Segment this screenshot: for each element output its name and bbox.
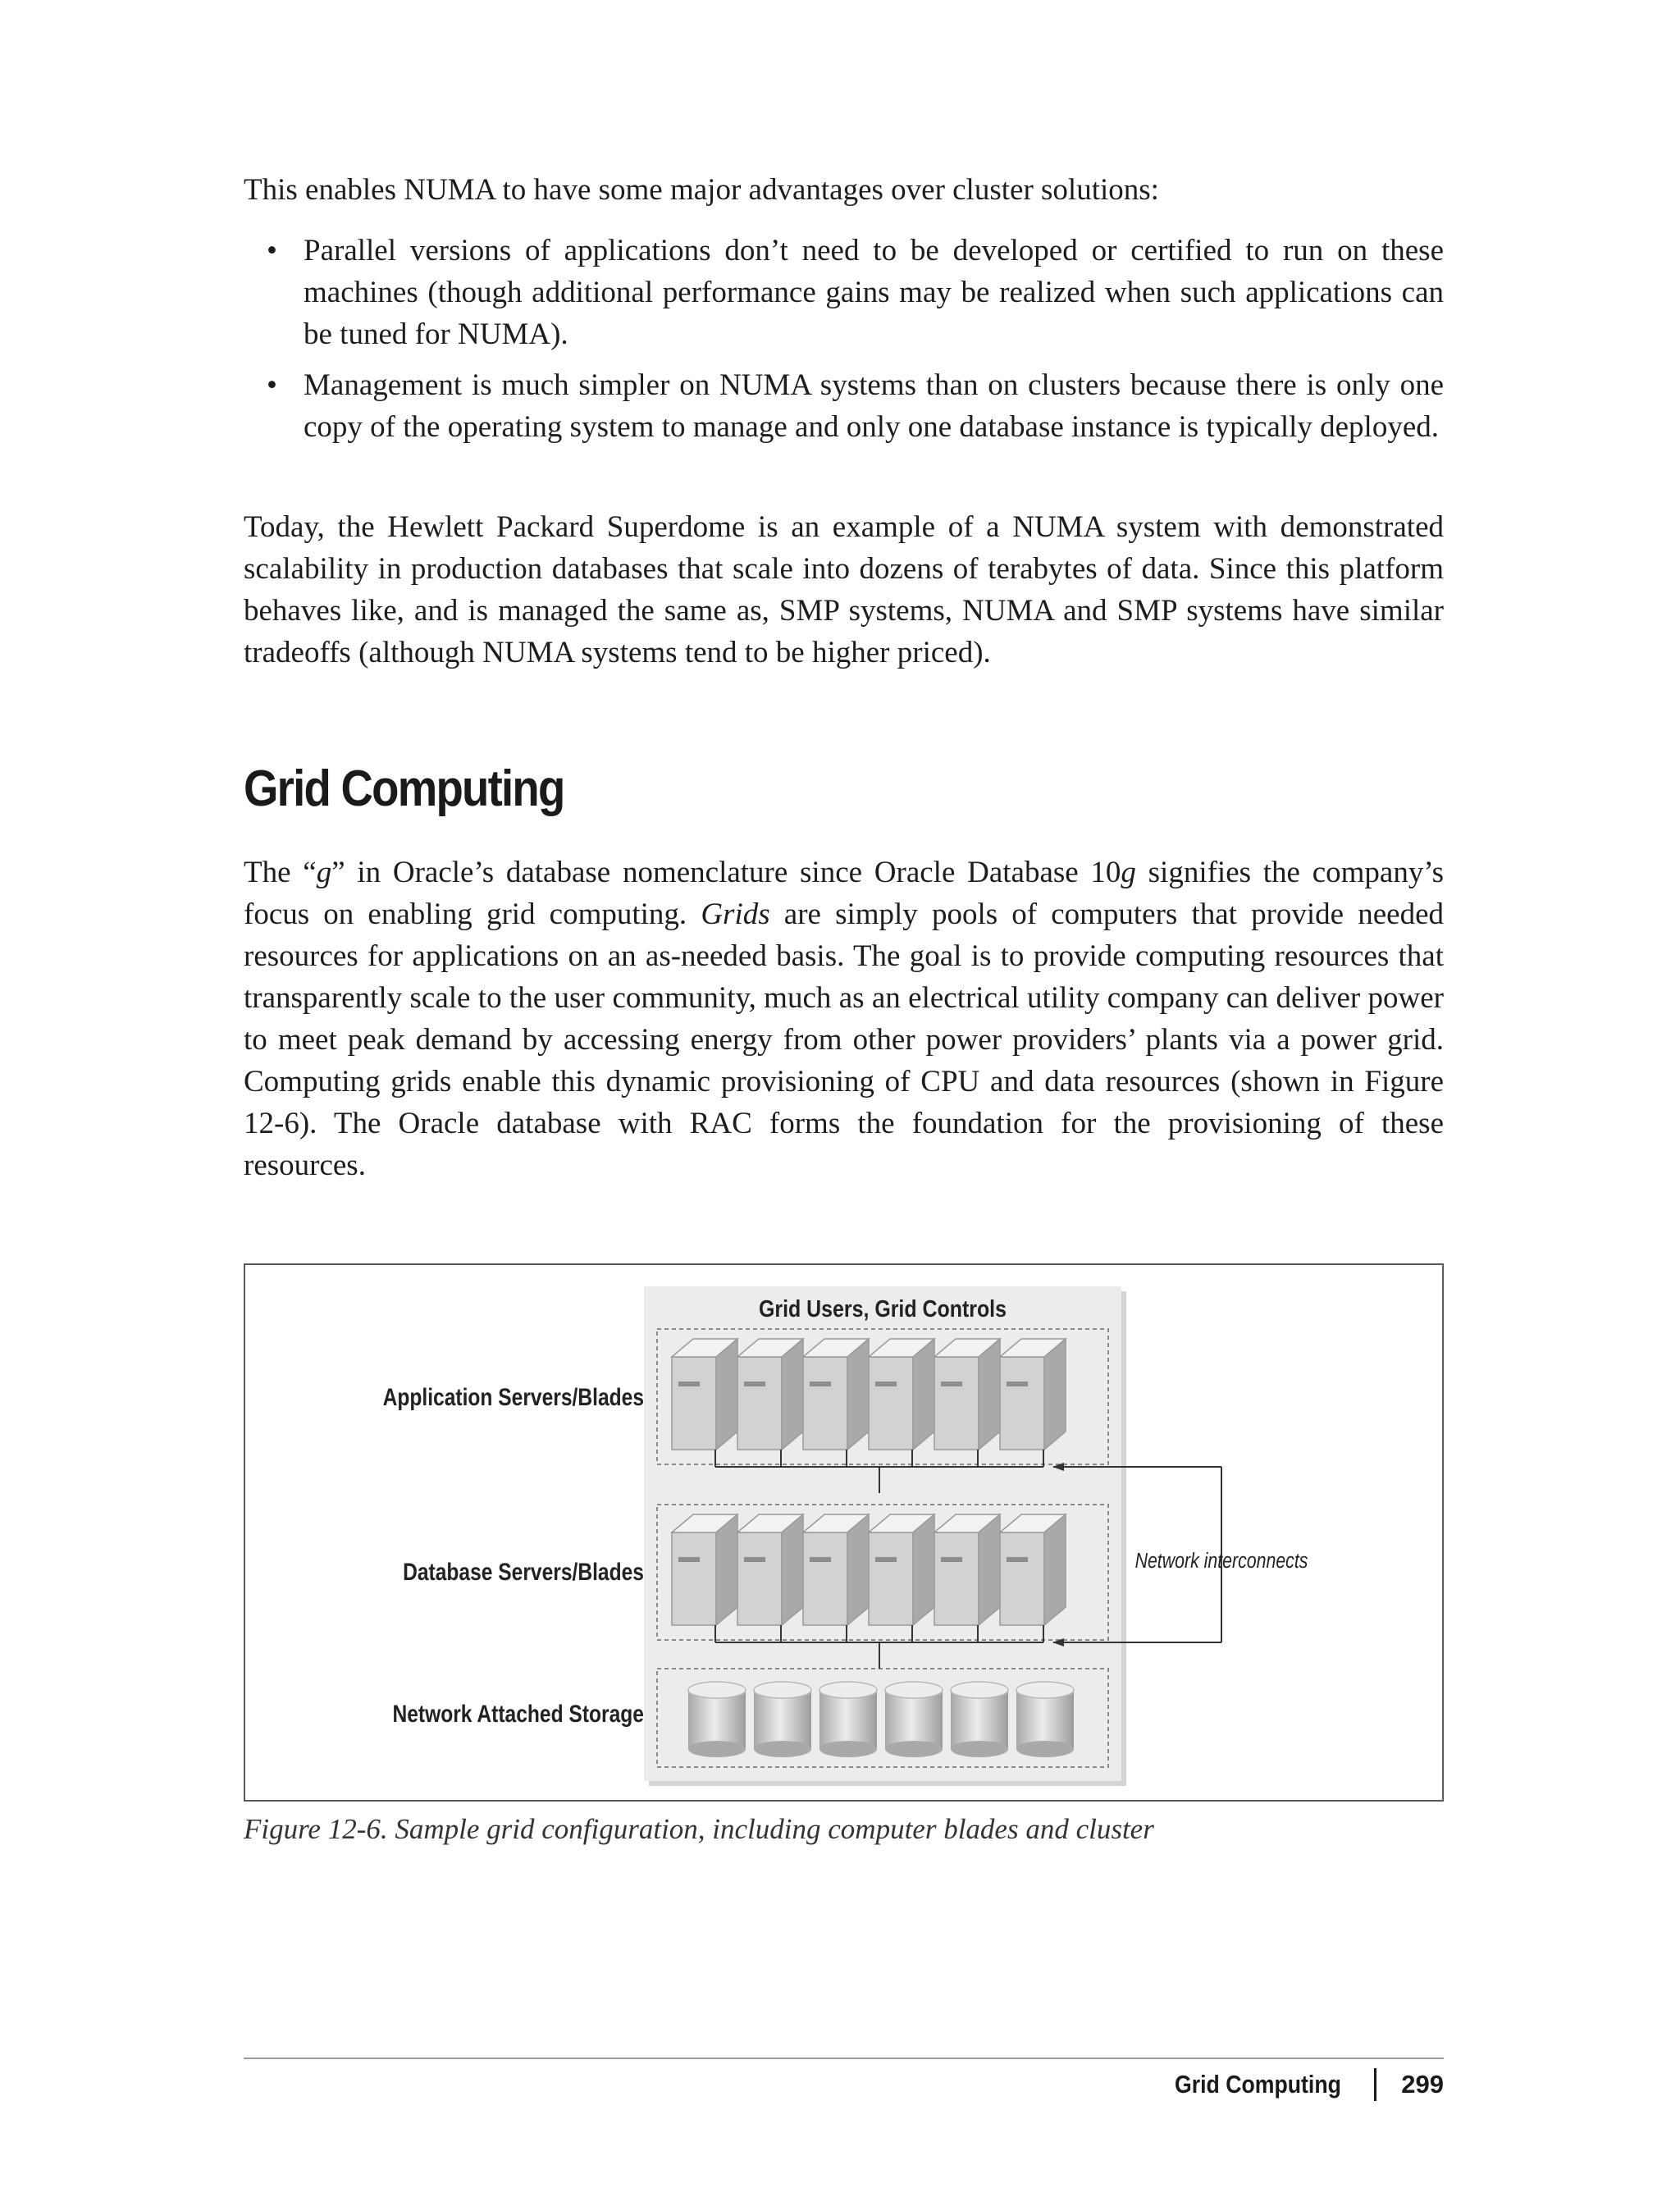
figure-12-6 [244, 1263, 1444, 1802]
db-server-icon [672, 1514, 737, 1625]
footer-separator [1374, 2068, 1376, 2101]
advantages-list [244, 230, 1444, 448]
disk-icon [951, 1682, 1008, 1757]
app-server-icon [803, 1339, 869, 1450]
list-item [244, 364, 1444, 448]
db-server-icon [1000, 1514, 1066, 1625]
db-server-icon [803, 1514, 869, 1625]
bullet-text: Management is much simpler on NUMA systems than on clusters because there is only one copy of the operating system to manage and only one database instance is typically deployed. [304, 368, 1444, 444]
page-number: 299 [1401, 2070, 1444, 2099]
list-item [244, 230, 1444, 355]
footer-section: Grid Computing [1175, 2070, 1342, 2099]
grid-diagram [245, 1265, 1442, 1800]
figure-caption: Figure 12-6. Sample grid configuration, including computer blades and cluster [244, 1813, 1154, 1845]
app-server-icon [934, 1339, 1000, 1450]
bullet-icon: • [267, 234, 277, 267]
app-server-icon [672, 1339, 737, 1450]
grids-term: Grids [701, 897, 770, 931]
app-servers [672, 1339, 1066, 1450]
disk-icon [754, 1682, 811, 1757]
disk-icon [1016, 1682, 1074, 1757]
disk-icon [819, 1682, 877, 1757]
numa-paragraph: Today, the Hewlett Packard Superdome is an example of a NUMA system with demonstrated scalability in production databases that scale into dozens of terabytes of data. Since this platform behaves like, and is managed the same as, SMP systems, NUMA and SMP systems have similar tradeoffs (although NUMA systems tend to be higher priced). [244, 510, 1444, 669]
app-server-icon [1000, 1339, 1066, 1450]
book-page [244, 0, 1444, 2206]
disk-icon [885, 1682, 943, 1757]
bullet-text: Parallel versions of applications don’t need to be developed or certified to run on these machines (though additional performance gains may be realized when such applications can be tuned for NUMA). [304, 234, 1444, 351]
network-interconnects-label: Network interconnects [1134, 1549, 1308, 1573]
running-footer [1148, 2064, 1444, 2105]
db-servers [672, 1514, 1066, 1625]
grid-users-label: Grid Users, Grid Controls [759, 1295, 1007, 1322]
grid-paragraph: The “g” in Oracle’s database nomenclature since Oracle Database 10g signifies the company’s focus on enabling grid computing. Grids are simply pools of computers that provide needed resources for applications on an as-needed basis. The goal is to provide computing resources that transparently scale to the user community, much as an electrical utility company can deliver power to meet peak demand by accessing energy from other power providers’ plants via a power grid. Computing grids enable this dynamic provisioning of CPU and data resources (shown in Figure 12-6). The Oracle database with RAC forms the foundation for the provisioning of these resources. [244, 856, 1444, 1182]
bullet-icon: • [267, 368, 277, 402]
db-server-icon [737, 1514, 803, 1625]
db-server-icon [934, 1514, 1000, 1625]
db-server-icon [869, 1514, 934, 1625]
intro-paragraph: This enables NUMA to have some major advantages over cluster solutions: [244, 173, 1159, 207]
disk-icon [688, 1682, 746, 1757]
app-servers-label: Application Servers/Blades [382, 1382, 644, 1411]
db-servers-label: Database Servers/Blades [403, 1557, 644, 1586]
app-server-icon [869, 1339, 934, 1450]
nas-label: Network Attached Storage [392, 1699, 644, 1728]
footer-rule [244, 2058, 1444, 2059]
app-server-icon [737, 1339, 803, 1450]
section-heading: Grid Computing [244, 760, 564, 817]
